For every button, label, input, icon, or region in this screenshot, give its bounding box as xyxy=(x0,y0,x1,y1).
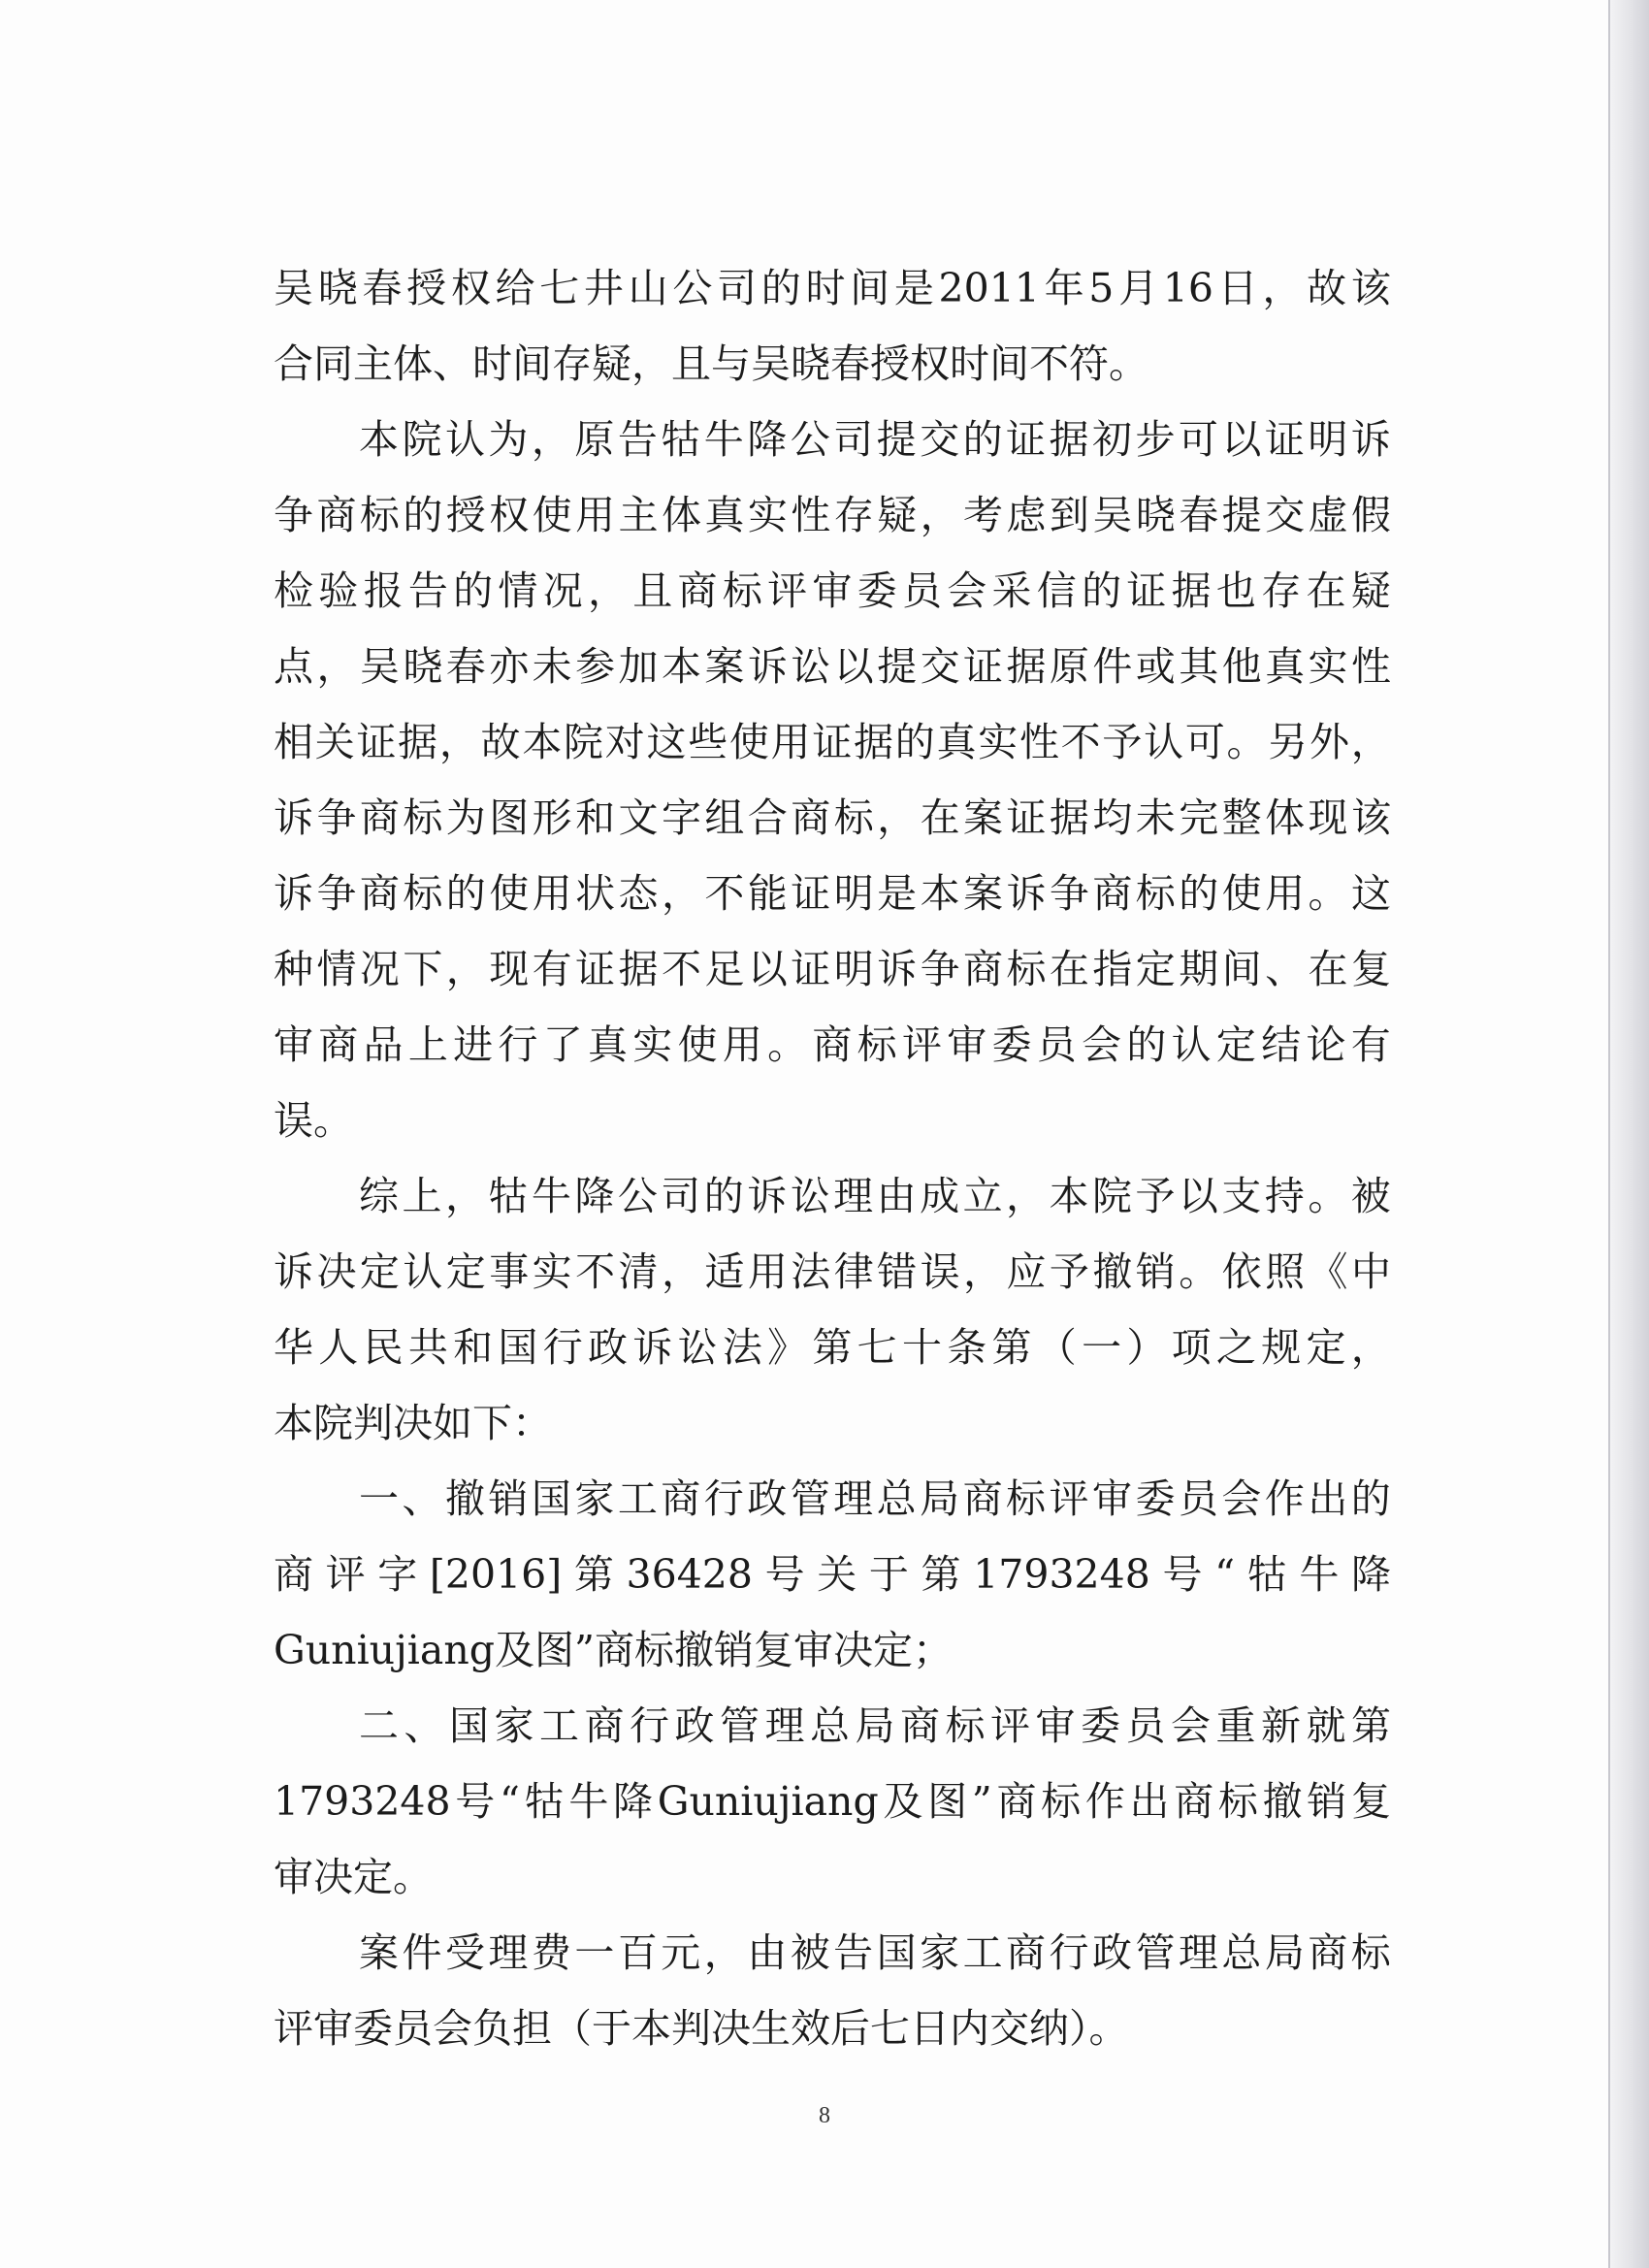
text-line: 点 ， 吴 晓 春 亦 未 参 加 本 案 诉 讼 以 提 交 证 据 原 件 或 其 他 真 实 性 xyxy=(274,643,1391,690)
text-line: 诉 决 定 认 定 事 实 不 清 ， 适 用 法 律 错 误 ， 应 予 撤 销 。 依 照 《 中 xyxy=(274,1248,1391,1295)
text-line: 本 院 认 为 ， 原 告 牯 牛 降 公 司 提 交 的 证 据 初 步 可 以 证 明 诉 xyxy=(359,416,1391,463)
text-line: 审 商 品 上 进 行 了 真 实 使 用 。 商 标 评 审 委 员 会 的 认 定 结 论 有 xyxy=(274,1021,1391,1068)
text-line: 1793248 号 “ 牯 牛 降 Guniujiang 及 图 ” 商 标 作 出 商 标 撤 销 复 xyxy=(274,1778,1391,1825)
page-number: 8 xyxy=(819,2103,830,2128)
text-line: 二 、 国 家 工 商 行 政 管 理 总 局 商 标 评 审 委 员 会 重 新 就 第 xyxy=(359,1702,1391,1749)
paper-edge-shadow xyxy=(1608,0,1649,2268)
judgment-body-text xyxy=(274,250,1391,2066)
text-line: 检 验 报 告 的 情 况 ， 且 商 标 评 审 委 员 会 采 信 的 证 据 也 存 在 疑 xyxy=(274,567,1391,614)
text-line: 诉 争 商 标 为 图 形 和 文 字 组 合 商 标 ， 在 案 证 据 均 未 完 整 体 现 该 xyxy=(274,794,1391,841)
text-line: 案 件 受 理 费 一 百 元 ， 由 被 告 国 家 工 商 行 政 管 理 总 局 商 标 xyxy=(359,1929,1391,1976)
paper-edge-line xyxy=(1608,0,1610,2268)
text-line: 争 商 标 的 授 权 使 用 主 体 真 实 性 存 疑 ， 考 虑 到 吴 晓 春 提 交 虚 假 xyxy=(274,492,1391,538)
text-line: 误。 xyxy=(274,1097,353,1144)
text-line: 华 人 民 共 和 国 行 政 诉 讼 法 》 第 七 十 条 第 （ 一 ） 项 之 规 定 ， xyxy=(274,1324,1391,1371)
text-line: 商 评 字 [2016] 第 36428 号 关 于 第 1793248 号 “ 牯 牛 降 xyxy=(274,1551,1391,1598)
text-line: Guniujiang及图”商标撤销复审决定； xyxy=(274,1627,953,1673)
text-line: 本院判决如下： xyxy=(274,1400,552,1446)
text-line: 审决定。 xyxy=(274,1854,433,1900)
text-line: 吴 晓 春 授 权 给 七 井 山 公 司 的 时 间 是 2011 年 5 月 16 日 ， 故 该 xyxy=(274,265,1391,311)
text-line: 种 情 况 下 ， 现 有 证 据 不 足 以 证 明 诉 争 商 标 在 指 定 期 间 、 在 复 xyxy=(274,946,1391,992)
text-line: 综 上 ， 牯 牛 降 公 司 的 诉 讼 理 由 成 立 ， 本 院 予 以 支 持 。 被 xyxy=(359,1173,1391,1219)
text-line: 评审委员会负担（于本判决生效后七日内交纳）。 xyxy=(274,2005,1129,2052)
text-line: 相 关 证 据 ， 故 本 院 对 这 些 使 用 证 据 的 真 实 性 不 予 认 可 。 另 外 ， xyxy=(274,719,1391,765)
text-line: 诉 争 商 标 的 使 用 状 态 ， 不 能 证 明 是 本 案 诉 争 商 标 的 使 用 。 这 xyxy=(274,870,1391,917)
text-line: 一 、 撤 销 国 家 工 商 行 政 管 理 总 局 商 标 评 审 委 员 会 作 出 的 xyxy=(359,1475,1391,1522)
text-line: 合同主体、时间存疑，且与吴晓春授权时间不符。 xyxy=(274,340,1148,387)
